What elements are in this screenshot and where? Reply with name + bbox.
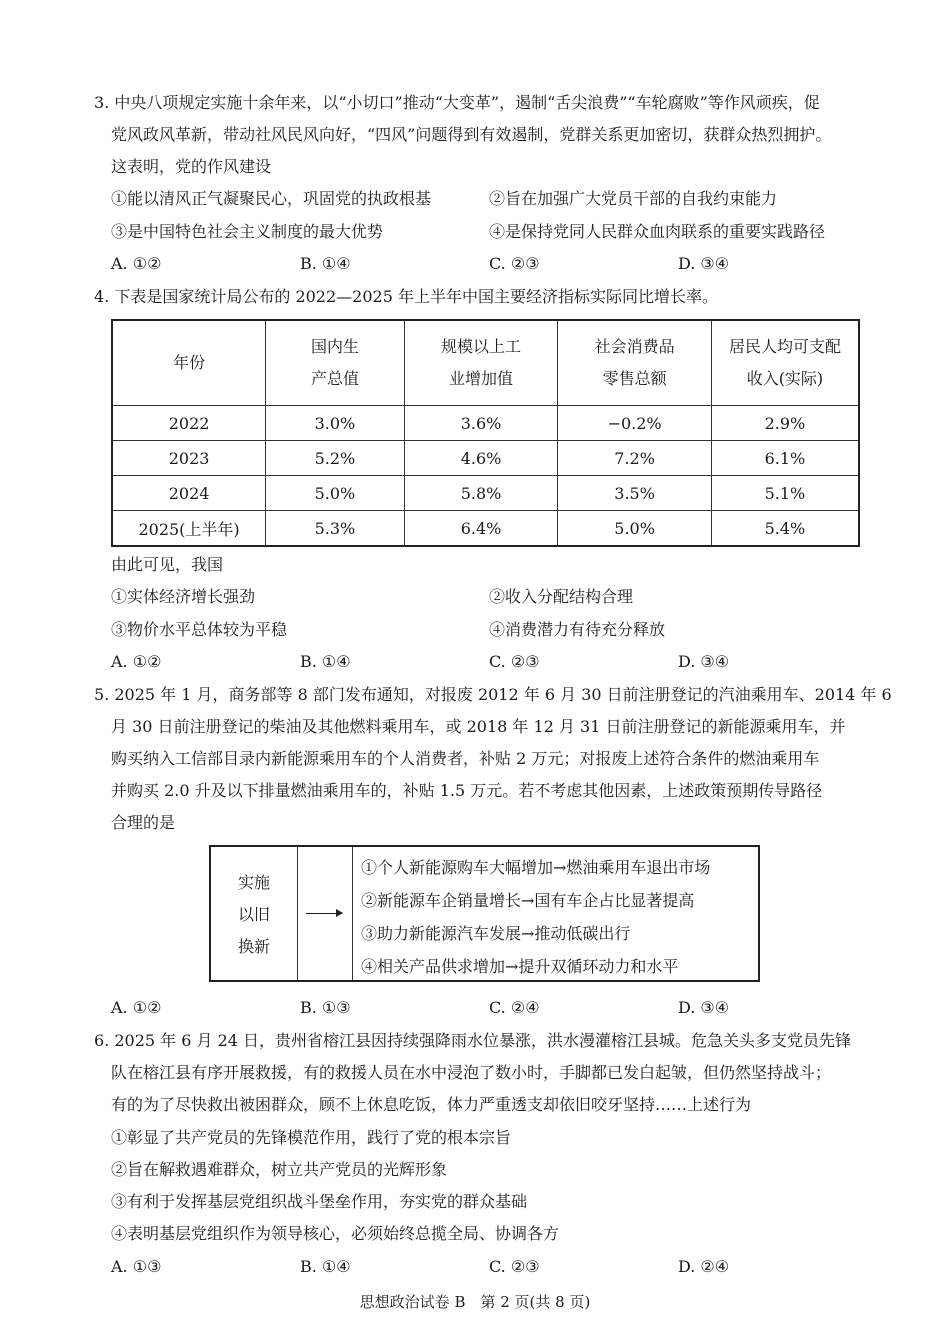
table-cell: 2025(上半年) <box>112 511 266 547</box>
table-header-industry: 规模以上工 业增加值 <box>404 320 558 406</box>
q6-item-3: ③有利于发挥基层党组织战斗堡垒作用，夯实党的群众基础 <box>111 1192 528 1211</box>
table-cell: 5.1% <box>711 476 859 511</box>
diagram-outcome-1: ①个人新能源购车大幅增加→燃油乘用车退出市场 <box>361 858 711 877</box>
q4-item-3: ③物价水平总体较为平稳 <box>111 620 288 639</box>
q3-stem-line-2: 党风政风革新，带动社风民风向好，“四风”问题得到有效遏制，党群关系更加密切，获群众热烈拥护。 <box>111 125 832 144</box>
q3-choice-b: B. ①④ <box>300 254 351 273</box>
diagram-source-text: 换新 <box>237 937 270 956</box>
q3-item-2: ②旨在加强广大党员干部的自我约束能力 <box>489 189 778 208</box>
table-cell: 5.3% <box>266 511 405 547</box>
q4-item-4: ④消费潜力有待充分释放 <box>489 620 666 639</box>
table-cell: 5.8% <box>404 476 558 511</box>
table-header-gdp: 国内生 产总值 <box>266 320 405 406</box>
q6-item-2: ②旨在解救遇难群众，树立共产党员的光辉形象 <box>111 1160 448 1179</box>
q3-item-4: ④是保持党同人民群众血肉联系的重要实践路径 <box>489 222 826 241</box>
q4-choice-b: B. ①④ <box>300 652 351 671</box>
table-row <box>112 406 859 441</box>
economic-indicators-table <box>111 319 860 547</box>
table-header-row <box>112 320 859 406</box>
q3-choice-c: C. ②③ <box>489 254 540 273</box>
q4-choice-d: D. ③④ <box>678 652 730 671</box>
q5-stem-line-4: 并购买 2.0 升及以下排量燃油乘用车的，补贴 1.5 万元。若不考虑其他因素，上述政策预期传导路径 <box>111 781 823 800</box>
diagram-outcome-4: ④相关产品供求增加→提升双循环动力和水平 <box>361 957 679 976</box>
q4-item-2: ②收入分配结构合理 <box>489 587 634 606</box>
q5-stem-line-5: 合理的是 <box>111 813 176 832</box>
q6-choice-b: B. ①④ <box>300 1257 351 1276</box>
table-row <box>112 511 859 547</box>
policy-transmission-diagram <box>209 845 760 982</box>
q4-lead: 由此可见，我国 <box>111 555 224 574</box>
q6-choice-c: C. ②③ <box>489 1257 540 1276</box>
q3-stem-line-3: 这表明，党的作风建设 <box>111 157 272 176</box>
table-cell: 2023 <box>112 441 266 476</box>
q5-stem-line-3: 购买纳入工信部目录内新能源乘用车的个人消费者，补贴 2 万元；对报废上述符合条件的燃油乘用车 <box>111 749 820 768</box>
diagram-source-text: 实施 <box>237 873 270 892</box>
diagram-arrow-cell <box>298 847 353 980</box>
q6-item-4: ④表明基层党组织作为领导核心，必须始终总揽全局、协调各方 <box>111 1224 560 1243</box>
diagram-outcomes <box>361 851 710 983</box>
q5-stem-line-2: 月 30 日前注册登记的柴油及其他燃料乘用车，或 2018 年 12 月 31 日前注册登记的新能源乘用车，并 <box>111 717 846 736</box>
q5-choice-c: C. ②④ <box>489 998 540 1017</box>
q6-choice-a: A. ①③ <box>111 1257 162 1276</box>
q5-stem-line-1: 5. 2025 年 1 月，商务部等 8 部门发布通知，对报废 2012 年 6 月 30 日前注册登记的汽油乘用车、2014 年 6 <box>94 685 892 704</box>
q6-choice-d: D. ②④ <box>678 1257 730 1276</box>
table-cell: 4.6% <box>404 441 558 476</box>
diagram-outcome-2: ②新能源车企销量增长→国有车企占比显著提高 <box>361 891 695 910</box>
table-cell: 5.2% <box>266 441 405 476</box>
table-cell: 7.2% <box>558 441 712 476</box>
table-row <box>112 476 859 511</box>
table-cell: 2022 <box>112 406 266 441</box>
table-header-income: 居民人均可支配 收入(实际) <box>711 320 859 406</box>
table-cell: 3.0% <box>266 406 405 441</box>
table-cell: 3.6% <box>404 406 558 441</box>
q4-choice-c: C. ②③ <box>489 652 540 671</box>
q3-stem-line-1: 3. 中央八项规定实施十余年来，以“小切口”推动“大变革”，遏制“舌尖浪费”“车轮腐败”等作风顽疾，促 <box>94 93 820 112</box>
table-cell: 5.4% <box>711 511 859 547</box>
q3-choice-d: D. ③④ <box>678 254 730 273</box>
q4-item-1: ①实体经济增长强劲 <box>111 587 256 606</box>
table-cell: 2024 <box>112 476 266 511</box>
diagram-source-cell <box>211 847 298 980</box>
q6-stem-line-3: 有的为了尽快救出被困群众，顾不上休息吃饭，体力严重透支却依旧咬牙坚持……上述行为 <box>111 1095 752 1114</box>
table-cell: −0.2% <box>558 406 712 441</box>
diagram-source-text: 以旧 <box>237 905 270 924</box>
q6-stem-line-1: 6. 2025 年 6 月 24 日，贵州省榕江县因持续强降雨水位暴涨，洪水漫灌榕江县城。危急关头多支党员先锋 <box>94 1031 852 1050</box>
q6-stem-line-2: 队在榕江县有序开展救援，有的救援人员在水中浸泡了数小时，手脚都已发白起皱，但仍然坚持战斗； <box>111 1063 832 1082</box>
q5-choice-a: A. ①② <box>111 998 162 1017</box>
q5-choice-d: D. ③④ <box>678 998 730 1017</box>
table-cell: 5.0% <box>558 511 712 547</box>
table-header-year: 年份 <box>112 320 266 406</box>
right-arrow-icon <box>306 913 342 914</box>
table-cell: 6.1% <box>711 441 859 476</box>
table-row <box>112 441 859 476</box>
q4-stem: 4. 下表是国家统计局公布的 2022—2025 年上半年中国主要经济指标实际同比增长率。 <box>94 287 718 306</box>
diagram-outcome-3: ③助力新能源汽车发展→推动低碳出行 <box>361 924 631 943</box>
table-header-retail: 社会消费品 零售总额 <box>558 320 712 406</box>
page-footer: 思想政治试卷 B 第 2 页(共 8 页) <box>359 1293 591 1311</box>
table-cell: 3.5% <box>558 476 712 511</box>
q4-choice-a: A. ①② <box>111 652 162 671</box>
q3-choice-a: A. ①② <box>111 254 162 273</box>
q6-item-1: ①彰显了共产党员的先锋模范作用，践行了党的根本宗旨 <box>111 1128 512 1147</box>
q5-choice-b: B. ①③ <box>300 998 351 1017</box>
table-cell: 2.9% <box>711 406 859 441</box>
q3-item-1: ①能以清风正气凝聚民心，巩固党的执政根基 <box>111 189 432 208</box>
table-cell: 6.4% <box>404 511 558 547</box>
q3-item-3: ③是中国特色社会主义制度的最大优势 <box>111 222 384 241</box>
table-cell: 5.0% <box>266 476 405 511</box>
